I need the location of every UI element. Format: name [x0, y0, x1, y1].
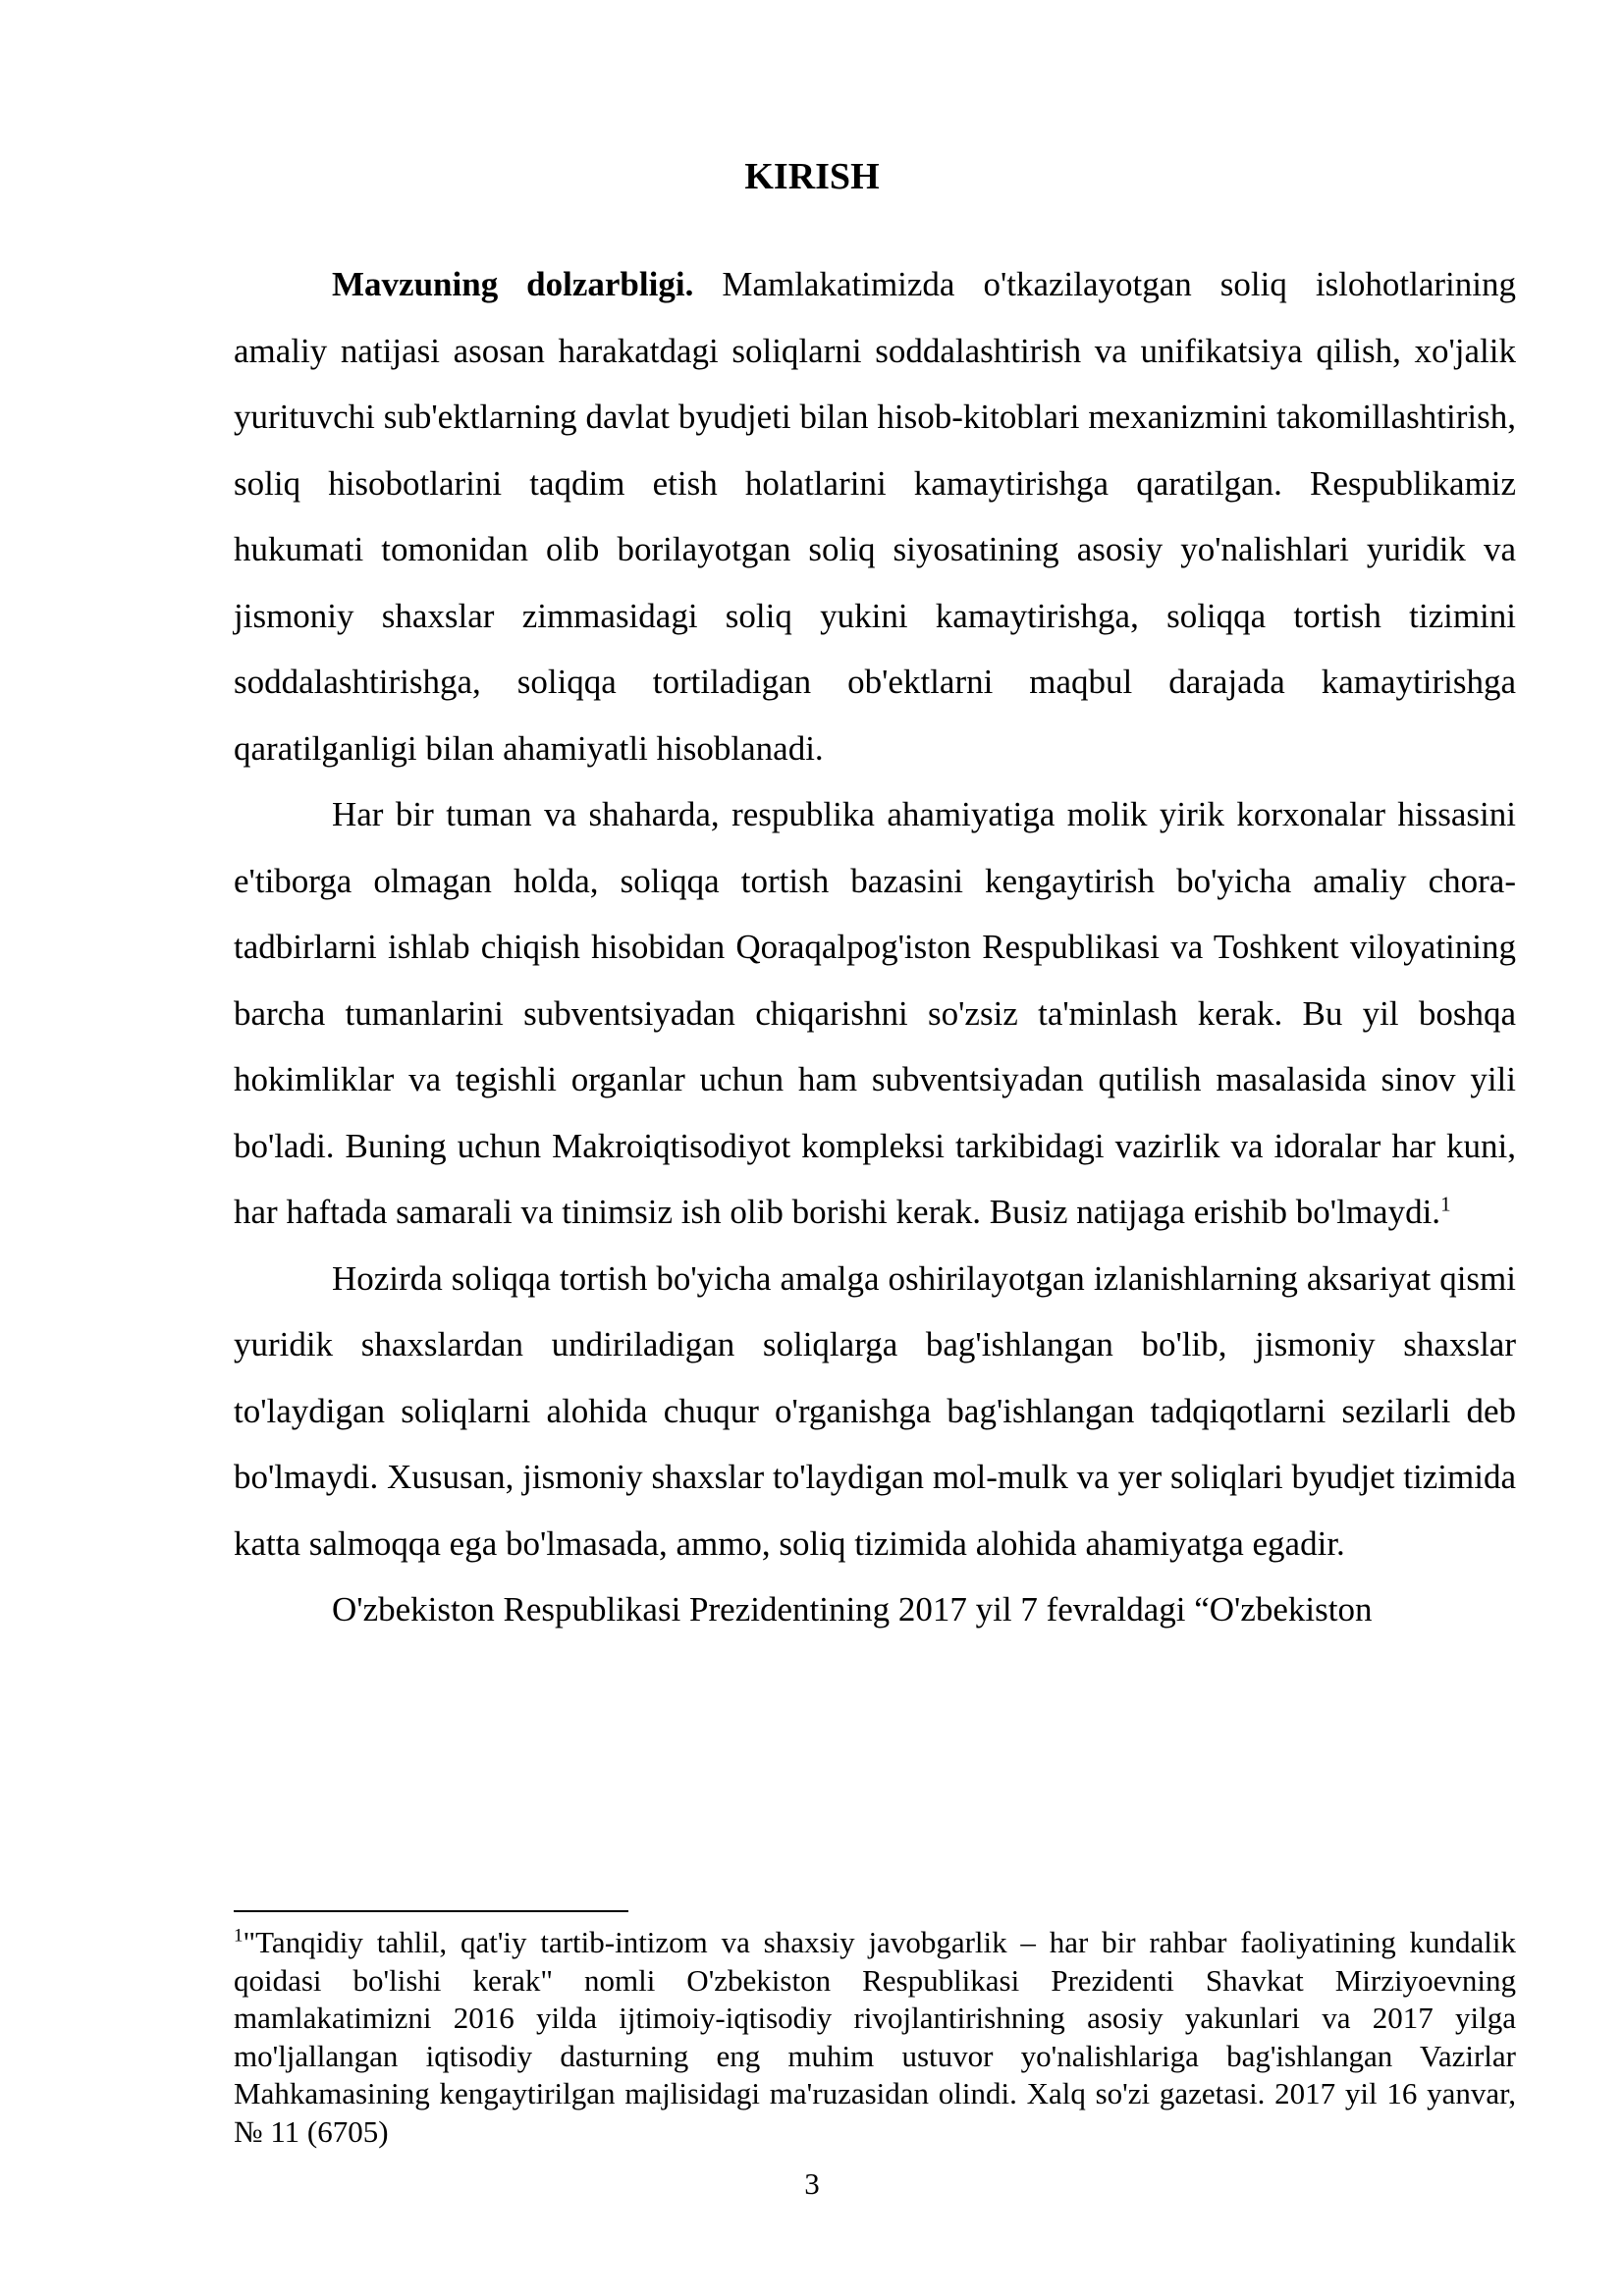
- body-text: [234, 251, 1516, 1643]
- paragraph-text: Har bir tuman va shaharda, respublika ahamiyatiga molik yirik korxonalar hissasini e'tiborga olmagan holda, soliqqa tortish bazasini kengaytirish bo'yicha amaliy chora-tadbirlarni ishlab chiqish hisobidan Qoraqalpog'iston Respublikasi va Toshkent viloyatining barcha tumanlarini subventsiyadan chiqarishni so'zsiz ta'minlash kerak. Bu yil boshqa hokimliklar va tegishli organlar uchun ham subventsiyadan qutilish masalasida sinov yili bo'ladi. Buning uchun Makroiqtisodiyot kompleksi tarkibidagi vazirlik va idoralar har kuni, har haftada samarali va tinimsiz ish olib borishi kerak. Busiz natijaga erishib bo'lmaydi.: [234, 795, 1516, 1231]
- paragraph-text: O'zbekiston Respublikasi Prezidentining 2017 yil 7 fevraldagi “O'zbekiston: [332, 1590, 1373, 1629]
- paragraph-decree: [234, 1576, 1516, 1643]
- paragraph-lead: Mavzuning dolzarbligi.: [332, 265, 694, 303]
- footnote: [234, 1924, 1516, 2151]
- paragraph-districts: [234, 781, 1516, 1246]
- footnote-text: "Tanqidiy tahlil, qat'iy tartib-intizom va shaxsiy javobgarlik – har bir rahbar faoliyatining kundalik qoidasi bo'lishi kerak" nomli O'zbekiston Respublikasi Prezidenti Shavkat Mirziyoevning mamlakatimizni 2016 yilda ijtimoiy-iqtisodiy rivojlantirishning asosiy yakunlari va 2017 yilga mo'ljallangan iqtisodiy dasturning eng muhim ustuvor yo'nalishlariga bag'ishlangan Vazirlar Mahkamasining kengaytirilgan majlisidagi ma'ruzasidan olindi. Xalq so'zi gazetasi. 2017 yil 16 yanvar, № 11 (6705): [234, 1925, 1516, 2149]
- footnote-divider: [234, 1910, 628, 1912]
- paragraph-text: Mamlakatimizda o'tkazilayotgan soliq islohotlarining amaliy natijasi asosan harakatdagi soliqlarni soddalashtirish va unifikatsiya qilish, xo'jalik yurituvchi sub'ektlarning davlat byudjeti bilan hisob-kitoblari mexanizmini takomillashtirish, soliq hisobotlarini taqdim etish holatlarini kamaytirishga qaratilgan. Respublikamiz hukumati tomonidan olib borilayotgan soliq siyosatining asosiy yo'nalishlari yuridik va jismoniy shaxslar zimmasidagi soliq yukini kamaytirishga, soliqqa tortish tizimini soddalashtirishga, soliqqa tortiladigan ob'ektlarni maqbul darajada kamaytirishga qaratilganligi bilan ahamiyatli hisoblanadi.: [234, 265, 1516, 768]
- page-number: 3: [804, 2166, 820, 2201]
- footnote-reference[interactable]: 1: [1440, 1192, 1451, 1216]
- paragraph-relevance: [234, 251, 1516, 781]
- section-heading: KIRISH: [744, 156, 880, 197]
- paragraph-text: Hozirda soliqqa tortish bo'yicha amalga oshirilayotgan izlanishlarning aksariyat qismi yuridik shaxslardan undiriladigan soliqlarga bag'ishlangan bo'lib, jismoniy shaxslar to'laydigan soliqlarni alohida chuqur o'rganishga bag'ishlangan tadqiqotlarni sezilarli deb bo'lmaydi. Xususan, jismoniy shaxslar to'laydigan mol-mulk va yer soliqlari byudjet tizimida katta salmoqqa ega bo'lmasada, ammo, soliq tizimida alohida ahamiyatga egadir.: [234, 1258, 1516, 1563]
- footnote-marker: 1: [234, 1925, 244, 1947]
- paragraph-research: [234, 1246, 1516, 1577]
